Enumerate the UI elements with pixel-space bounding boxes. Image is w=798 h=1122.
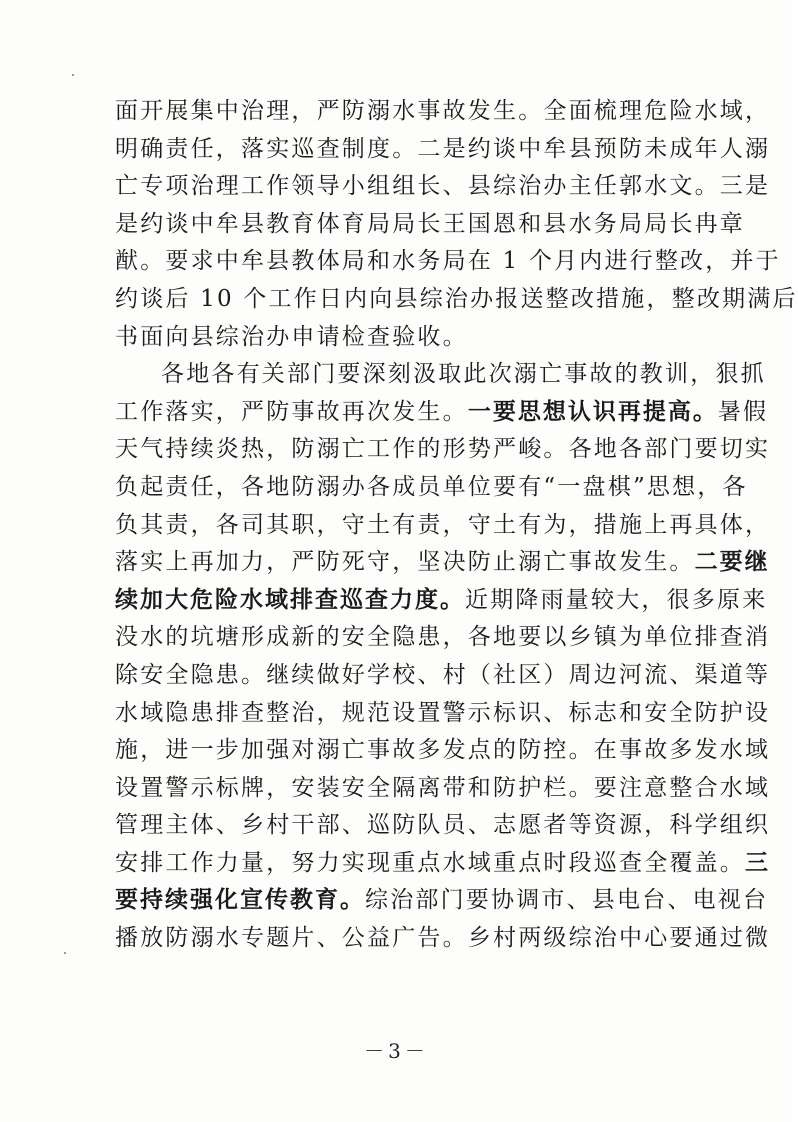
text-line: 天气持续炎热，防溺亡工作的形势严峻。各地各部门要切实 (115, 436, 771, 463)
text-run: 落实上再加力，严防死守，坚决防止溺亡事故发生。 (115, 549, 695, 576)
text-line: 设置警示标牌，安装安全隔离带和防护栏。要注意整合水域 (115, 774, 771, 801)
heading-run: 三 (745, 849, 770, 876)
heading-run: 续加大危险水域排查巡查力度。 (115, 586, 465, 613)
text-line: 各地各有关部门要深刻汲取此次溺亡事故的教训，狠抓 (161, 361, 766, 388)
scan-mark (72, 74, 74, 76)
text-line (115, 544, 770, 582)
text-run: 近期降雨量较大，很多原来 (465, 586, 768, 613)
text-line (115, 394, 769, 432)
text-line (115, 845, 770, 883)
text-line: 猷。要求中牟县教体局和水务局在 1 个月内进行整改，并于 (115, 248, 781, 275)
heading-run: 一要思想认识再提高。 (467, 398, 718, 425)
text-line (115, 882, 769, 920)
text-line: 管理主体、乡村干部、巡防队员、志愿者等资源，科学组织 (115, 812, 771, 839)
scan-mark (64, 952, 66, 954)
text-run: 工作落实，严防事故再次发生。 (115, 398, 468, 425)
heading-run: 二要继 (694, 549, 770, 576)
body-text (115, 93, 798, 958)
text-run: 综治部门要协调市、县电台、电视台 (365, 887, 769, 914)
text-line: 播放防溺水专题片、公益广告。乡村两级综治中心要通过微 (115, 925, 771, 952)
text-run: 暑假 (717, 398, 769, 425)
text-line: 水域隐患排查整治，规范设置警示标识、标志和安全防护设 (115, 699, 771, 726)
text-line: 面开展集中治理，严防溺水事故发生。全面梳理危险水域， (115, 98, 771, 124)
heading-run: 要持续强化宣传教育。 (115, 887, 365, 914)
text-run: 安排工作力量，努力实现重点水域重点时段巡查全覆盖。 (115, 849, 745, 876)
text-line: 没水的坑塘形成新的安全隐患，各地要以乡镇为单位排查消 (115, 624, 771, 651)
text-line: 约谈后 10 个工作日内向县综治办报送整改措施，整改期满后 (115, 285, 798, 312)
text-line: 负起责任，各地防溺办各成员单位要有“一盘棋”思想，各 (115, 473, 748, 500)
text-line: 亡专项治理工作领导小组组长、县综治办主任郭水文。三是 (115, 173, 771, 200)
text-line: 是约谈中牟县教育体育局局长王国恩和县水务局局长冉章 (115, 210, 745, 237)
text-line (115, 582, 768, 620)
text-line: 施，进一步加强对溺亡事故多发点的防控。在事故多发水域 (115, 737, 771, 764)
text-line: 明确责任，落实巡查制度。二是约谈中牟县预防未成年人溺 (115, 135, 771, 162)
text-line: 书面向县综治办申请检查验收。 (115, 323, 468, 350)
page-number: －3－ (364, 1039, 429, 1063)
text-line: 负其责，各司其职，守土有责，守土有为，措施上再具体， (115, 511, 771, 538)
text-line: 除安全隐患。继续做好学校、村（社区）周边河流、渠道等 (115, 661, 771, 688)
